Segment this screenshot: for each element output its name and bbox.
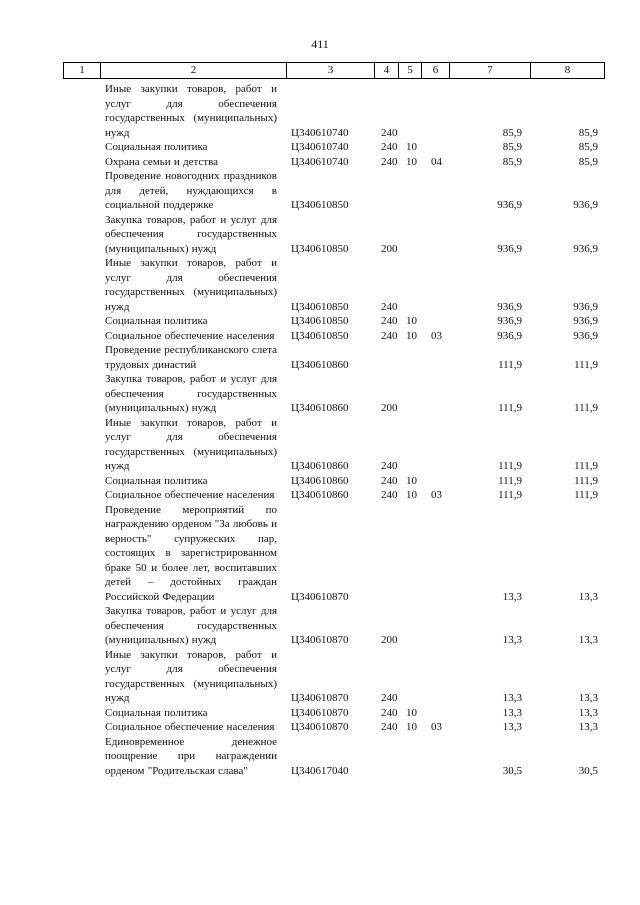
- row-name: Социальное обеспечение населения: [105, 489, 275, 501]
- row-target-code: Ц340610870: [291, 721, 349, 733]
- row-name: Социальное обеспечение населения: [105, 329, 275, 342]
- row-expense-type: 240: [381, 692, 398, 704]
- column-header-7: 7: [450, 63, 531, 78]
- table-row: [0, 604, 640, 648]
- row-value-col7: 13,3: [502, 706, 522, 719]
- row-expense-type: 240: [381, 315, 398, 327]
- column-header-4: 4: [375, 63, 399, 78]
- row-value-col7: 936,9: [497, 315, 522, 327]
- column-header-1: 1: [64, 63, 101, 78]
- row-value-col7: 111,9: [498, 474, 522, 487]
- row-target-code: Ц340610850: [291, 242, 349, 255]
- row-value-col8: 936,9: [573, 300, 598, 313]
- table-row: [0, 735, 640, 779]
- row-target-code: Ц340610870: [291, 590, 349, 603]
- table-row: [0, 488, 640, 503]
- row-target-code: Ц340617040: [291, 764, 349, 777]
- table-row: [0, 140, 640, 155]
- row-expense-type: 200: [381, 242, 398, 255]
- row-target-code: Ц340610850: [291, 199, 349, 211]
- row-subsection: 04: [431, 155, 442, 168]
- column-header-8: 8: [564, 64, 571, 76]
- row-expense-type: 240: [381, 706, 398, 719]
- row-value-col8: 85,9: [578, 141, 598, 153]
- table-body: [0, 82, 640, 778]
- row-name: Проведение республиканского слета трудовых династий: [105, 344, 277, 371]
- row-value-col8: 13,3: [578, 721, 598, 733]
- row-section: 10: [406, 155, 417, 168]
- row-target-code: Ц340610860: [291, 358, 349, 371]
- row-value-col7: 30,5: [502, 764, 522, 777]
- row-value-col7: 13,3: [502, 692, 522, 704]
- row-target-code: Ц340610860: [291, 402, 349, 414]
- column-header-5: 5: [399, 63, 422, 78]
- row-value-col7: 111,9: [498, 358, 522, 371]
- row-expense-type: 240: [381, 300, 398, 313]
- row-value-col8: 936,9: [573, 199, 598, 211]
- row-name: Иные закупки товаров, работ и услуг для обеспечения государственных (муниципальных) нужд: [105, 257, 277, 313]
- row-value-col7: 111,9: [498, 402, 522, 414]
- row-target-code: Ц340610850: [291, 329, 349, 342]
- row-value-col7: 936,9: [497, 242, 522, 255]
- row-expense-type: 240: [381, 474, 398, 487]
- row-name: Иные закупки товаров, работ и услуг для обеспечения государственных (муниципальных) нужд: [105, 648, 277, 704]
- row-value-col7: 111,9: [498, 489, 522, 501]
- row-value-col8: 111,9: [574, 402, 598, 414]
- row-section: 10: [406, 474, 417, 487]
- row-value-col7: 936,9: [497, 300, 522, 313]
- row-name: Проведение мероприятий по награждению орденом "За любовь и верность" супружеских пар, состоящих в зарегистрированном браке 50 и более лет, воспитавших детей – достойных граждан Российской Федерации: [105, 503, 277, 603]
- row-section: 10: [406, 329, 417, 342]
- row-expense-type: 200: [381, 634, 398, 646]
- row-value-col8: 111,9: [574, 474, 598, 487]
- row-value-col8: 13,3: [578, 634, 598, 646]
- table-row: [0, 169, 640, 213]
- table-row: [0, 474, 640, 489]
- row-value-col8: 111,9: [574, 489, 598, 501]
- row-target-code: Ц340610860: [291, 489, 349, 501]
- table-row: [0, 720, 640, 735]
- row-target-code: Ц340610740: [291, 126, 349, 139]
- row-name: Охрана семьи и детства: [105, 155, 219, 168]
- row-expense-type: 240: [381, 141, 398, 153]
- row-name: Единовременное денежное поощрение при награждении орденом "Родительская слава": [105, 735, 277, 777]
- row-value-col8: 111,9: [574, 358, 598, 371]
- row-expense-type: 240: [381, 126, 398, 139]
- row-name: Иные закупки товаров, работ и услуг для обеспечения государственных (муниципальных) нужд: [105, 416, 277, 472]
- row-expense-type: 200: [381, 402, 398, 414]
- row-value-col8: 936,9: [573, 329, 598, 342]
- row-value-col8: 936,9: [573, 315, 598, 327]
- row-value-col7: 936,9: [497, 199, 522, 211]
- row-name: Иные закупки товаров, работ и услуг для обеспечения государственных (муниципальных) нужд: [105, 83, 277, 139]
- row-name: Социальная политика: [105, 141, 208, 153]
- row-expense-type: 240: [381, 489, 398, 501]
- row-value-col8: 85,9: [578, 126, 598, 139]
- row-subsection: 03: [431, 329, 442, 342]
- row-subsection: 03: [431, 721, 442, 733]
- column-header-3: 3: [287, 63, 375, 78]
- row-target-code: Ц340610870: [291, 634, 349, 646]
- row-name: Закупка товаров, работ и услуг для обеспечения государственных (муниципальных) нужд: [105, 373, 277, 414]
- row-target-code: Ц340610860: [291, 474, 349, 487]
- table-row: [0, 648, 640, 706]
- row-section: 10: [406, 706, 417, 719]
- table-row: [0, 372, 640, 416]
- row-target-code: Ц340610850: [291, 315, 349, 327]
- row-value-col8: 13,3: [578, 706, 598, 719]
- row-name: Закупка товаров, работ и услуг для обеспечения государственных (муниципальных) нужд: [105, 213, 277, 255]
- row-expense-type: 240: [381, 329, 398, 342]
- row-value-col8: 111,9: [574, 460, 598, 472]
- column-header-6: 6: [422, 63, 450, 78]
- row-value-col7: 85,9: [502, 126, 522, 139]
- table-row: [0, 213, 640, 257]
- row-value-col7: 111,9: [498, 460, 522, 472]
- row-value-col8: 13,3: [578, 692, 598, 704]
- row-subsection: 03: [431, 489, 442, 501]
- row-name: Социальное обеспечение населения: [105, 721, 275, 733]
- row-name: Социальная политика: [105, 474, 208, 487]
- row-value-col7: 85,9: [502, 141, 522, 153]
- row-expense-type: 240: [381, 460, 398, 472]
- row-target-code: Ц340610850: [291, 300, 349, 313]
- row-target-code: Ц340610860: [291, 460, 349, 472]
- row-expense-type: 240: [381, 721, 398, 733]
- row-value-col8: 30,5: [578, 764, 598, 777]
- row-target-code: Ц340610740: [291, 141, 349, 153]
- row-section: 10: [406, 141, 417, 153]
- row-target-code: Ц340610740: [291, 155, 349, 168]
- row-target-code: Ц340610870: [291, 706, 349, 719]
- table-row: [0, 314, 640, 329]
- table-row: [0, 416, 640, 474]
- row-value-col7: 13,3: [502, 634, 522, 646]
- row-value-col7: 85,9: [502, 155, 522, 168]
- row-value-col8: 936,9: [573, 242, 598, 255]
- row-value-col7: 936,9: [497, 329, 522, 342]
- column-header-2: 2: [101, 63, 287, 78]
- table-row: [0, 256, 640, 314]
- table-row: [0, 706, 640, 721]
- table-row: [0, 503, 640, 605]
- row-name: Закупка товаров, работ и услуг для обеспечения государственных (муниципальных) нужд: [105, 605, 277, 646]
- row-section: 10: [406, 315, 417, 327]
- table-row: [0, 82, 640, 140]
- row-target-code: Ц340610870: [291, 692, 349, 704]
- table-header-row: [63, 62, 605, 79]
- page-number: 411: [311, 37, 329, 51]
- row-value-col7: 13,3: [502, 590, 522, 603]
- row-value-col7: 13,3: [502, 721, 522, 733]
- row-section: 10: [406, 721, 417, 733]
- row-name: Социальная политика: [105, 315, 208, 327]
- row-section: 10: [406, 489, 417, 501]
- table-row: [0, 329, 640, 344]
- row-name: Проведение новогодних праздников для детей, нуждающихся в социальной поддержке: [105, 170, 277, 211]
- table-row: [0, 155, 640, 170]
- row-value-col8: 13,3: [578, 590, 598, 603]
- table-row: [0, 343, 640, 372]
- row-value-col8: 85,9: [578, 155, 598, 168]
- row-name: Социальная политика: [105, 706, 208, 719]
- row-expense-type: 240: [381, 155, 398, 168]
